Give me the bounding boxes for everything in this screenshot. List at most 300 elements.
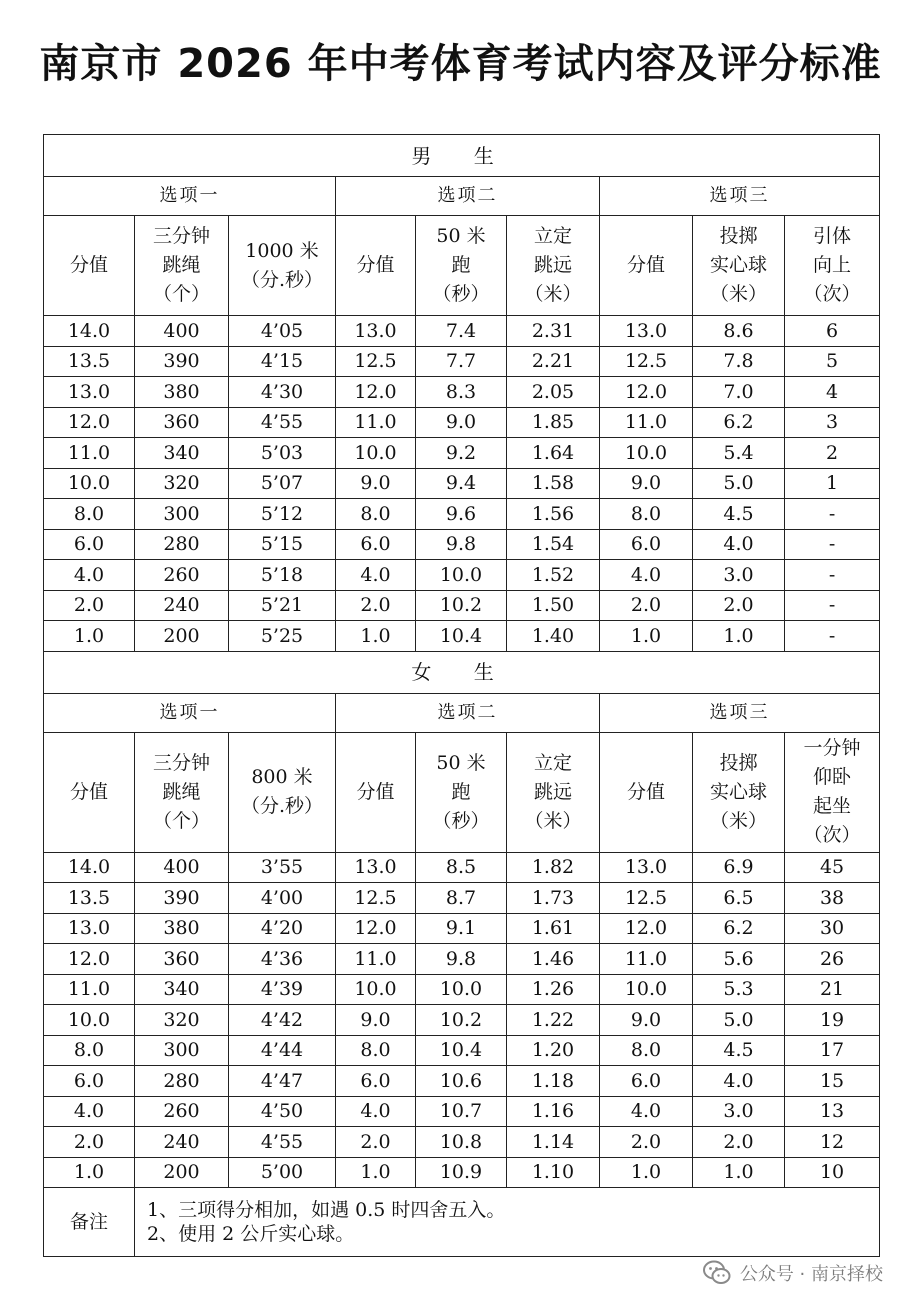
table-cell: 340 [135,974,229,1005]
table-row [44,346,880,377]
notes-content [135,1188,880,1257]
table-cell: 10.0 [416,974,507,1005]
table-row [44,1005,880,1036]
header-line: （分.秒） [240,795,324,817]
table-cell: 9.8 [416,529,507,560]
header-line: 立定 [533,225,572,247]
table-cell: 5’07 [229,468,336,499]
table-cell: 4.5 [693,1035,785,1066]
table-cell: 1.50 [507,590,600,621]
table-cell: 11.0 [336,407,416,438]
table-cell: 4’50 [229,1096,336,1127]
table-cell: 8.0 [336,1035,416,1066]
table-cell: 11.0 [336,944,416,975]
table-cell: 10.0 [416,560,507,591]
boys-header-cell [416,216,507,316]
boys-option-3: 选项三 [600,177,880,216]
table-cell: 12.0 [336,913,416,944]
boys-header-cell [336,216,416,316]
table-cell: 30 [785,913,880,944]
boys-section-title: 男 生 [44,135,880,177]
table-cell: 10.0 [600,974,693,1005]
header-line: 引体 [813,225,852,247]
header-line: 分值 [69,780,108,803]
table-cell: 8.7 [416,883,507,914]
table-cell: 13.5 [44,883,135,914]
table-cell: 9.6 [416,499,507,530]
table-cell: 8.0 [600,1035,693,1066]
table-cell: 10.0 [336,974,416,1005]
girls-section-title: 女 生 [44,651,880,693]
table-cell: 13.0 [44,913,135,944]
table-cell: 5.0 [693,468,785,499]
table-cell: 4’39 [229,974,336,1005]
header-line: 三分钟 [152,225,210,247]
table-cell: 26 [785,944,880,975]
score-table-body [44,135,880,1257]
table-cell: 4.0 [600,1096,693,1127]
table-cell: 10.0 [336,438,416,469]
table-cell: 340 [135,438,229,469]
girls-option-2: 选项二 [336,693,600,732]
table-cell: 3.0 [693,560,785,591]
table-cell: 5 [785,346,880,377]
table-cell: 400 [135,852,229,883]
header-line: 实心球 [709,780,767,803]
table-cell: 6 [785,316,880,347]
table-cell: 8.5 [416,852,507,883]
table-cell: 4.0 [336,1096,416,1127]
table-cell: 5’03 [229,438,336,469]
header-line: 分值 [356,254,395,276]
table-cell: 1.82 [507,852,600,883]
table-cell: 400 [135,316,229,347]
table-cell: 3.0 [693,1096,785,1127]
table-cell: - [785,560,880,591]
table-cell: 4’55 [229,1127,336,1158]
header-line: 跑 [451,780,471,803]
header-line: 800 米 [251,766,313,788]
table-cell: 1.46 [507,944,600,975]
boys-header-cell [507,216,600,316]
table-cell: 10.8 [416,1127,507,1158]
notes-row [44,1188,880,1257]
table-cell: 200 [135,621,229,652]
table-cell: 360 [135,944,229,975]
table-cell: 6.0 [336,1066,416,1097]
table-cell: 1.0 [600,1157,693,1188]
table-cell: 10.4 [416,621,507,652]
table-cell: 5.6 [693,944,785,975]
header-line: 三分钟 [152,751,210,774]
notes-label: 备注 [44,1188,135,1257]
page-title: 南京市 2026 年中考体育考试内容及评分标准 [39,41,882,87]
table-cell: 1.20 [507,1035,600,1066]
table-cell: 3 [785,407,880,438]
table-cell: 10 [785,1157,880,1188]
table-cell: - [785,590,880,621]
table-cell: 5.4 [693,438,785,469]
table-row [44,377,880,408]
girls-header-row [44,732,880,852]
table-cell: 1.64 [507,438,600,469]
table-row [44,499,880,530]
table-cell: 320 [135,468,229,499]
girls-section-row [44,651,880,693]
table-cell: 1.61 [507,913,600,944]
table-cell: 1.18 [507,1066,600,1097]
table-cell: 10.4 [416,1035,507,1066]
header-line: 分值 [626,254,665,276]
table-cell: 9.0 [416,407,507,438]
wechat-icon [702,1258,732,1288]
table-cell: 1.22 [507,1005,600,1036]
table-cell: 38 [785,883,880,914]
header-line: （分.秒） [240,268,324,291]
table-cell: 1.0 [336,621,416,652]
table-cell: 13.5 [44,346,135,377]
table-row [44,590,880,621]
boys-option-1: 选项一 [44,177,336,216]
boys-header-cell [785,216,880,316]
table-cell: 2 [785,438,880,469]
girls-header-cell [229,732,336,852]
table-cell: 5’18 [229,560,336,591]
table-cell: 2.0 [693,1127,785,1158]
girls-header-cell [336,732,416,852]
boys-section-row [44,135,880,177]
table-row [44,974,880,1005]
table-cell: 5’00 [229,1157,336,1188]
table-cell: 12 [785,1127,880,1158]
header-line: 一分钟 [803,737,861,759]
table-cell: 6.2 [693,407,785,438]
table-cell: 1.14 [507,1127,600,1158]
table-cell: 12.5 [600,883,693,914]
table-cell: 1.0 [44,621,135,652]
table-cell: 9.4 [416,468,507,499]
table-cell: 260 [135,560,229,591]
table-cell: 260 [135,1096,229,1127]
table-cell: 380 [135,913,229,944]
boys-options-row [44,177,880,216]
table-cell: 10.0 [44,468,135,499]
table-cell: 2.0 [600,1127,693,1158]
table-cell: 6.0 [336,529,416,560]
table-cell: 13.0 [600,316,693,347]
table-cell: 1.0 [336,1157,416,1188]
boys-header-cell [135,216,229,316]
table-cell: 9.8 [416,944,507,975]
table-cell: 8.3 [416,377,507,408]
table-cell: 320 [135,1005,229,1036]
girls-header-cell [785,732,880,852]
table-cell: 2.31 [507,316,600,347]
table-row [44,1066,880,1097]
table-cell: 8.0 [600,499,693,530]
watermark [702,1258,883,1288]
table-cell: 10.7 [416,1096,507,1127]
table-cell: 4’42 [229,1005,336,1036]
table-cell: 4 [785,377,880,408]
table-cell: 6.2 [693,913,785,944]
table-cell: 9.2 [416,438,507,469]
table-cell: 280 [135,529,229,560]
header-line: 50 米 [436,225,486,247]
table-cell: 19 [785,1005,880,1036]
header-line: 投掷 [719,751,758,774]
girls-header-cell [693,732,785,852]
header-line: 起坐 [813,795,852,817]
table-cell: 4’36 [229,944,336,975]
table-cell: 6.0 [44,1066,135,1097]
table-cell: 13.0 [336,316,416,347]
table-cell: 2.0 [693,590,785,621]
table-cell: 10.0 [600,438,693,469]
table-cell: 5’12 [229,499,336,530]
table-cell: 12.0 [44,944,135,975]
table-row [44,1127,880,1158]
table-cell: 6.9 [693,852,785,883]
girls-option-1: 选项一 [44,693,336,732]
table-cell: 2.0 [600,590,693,621]
table-cell: 7.0 [693,377,785,408]
header-line: （米） [709,283,767,305]
table-cell: 12.5 [336,346,416,377]
table-cell: 1.0 [44,1157,135,1188]
table-cell: 4’20 [229,913,336,944]
table-cell: 4.5 [693,499,785,530]
table-cell: 10.6 [416,1066,507,1097]
score-table [43,134,880,1257]
header-line: （个） [152,809,210,832]
header-line: 立定 [533,751,572,774]
table-cell: 1.58 [507,468,600,499]
boys-header-cell [229,216,336,316]
table-cell: 8.6 [693,316,785,347]
table-cell: 7.7 [416,346,507,377]
table-cell: 6.0 [44,529,135,560]
header-line: 分值 [69,254,108,276]
header-line: （个） [152,283,210,305]
table-cell: 10.9 [416,1157,507,1188]
header-line: 跳远 [533,254,572,276]
table-row [44,468,880,499]
header-line: （米） [709,809,767,832]
header-line: （米） [524,283,582,305]
header-line: 50 米 [436,751,486,774]
table-cell: 1 [785,468,880,499]
boys-header-row [44,216,880,316]
boys-header-cell [600,216,693,316]
table-cell: 14.0 [44,316,135,347]
table-cell: 12.0 [600,377,693,408]
header-line: 分值 [356,780,395,803]
table-cell: 240 [135,590,229,621]
girls-header-cell [507,732,600,852]
header-line: 仰卧 [813,766,852,788]
table-cell: 300 [135,1035,229,1066]
table-cell: 9.0 [600,468,693,499]
table-row [44,438,880,469]
table-cell: 9.0 [336,468,416,499]
watermark-text: 公众号 · 南京择校 [739,1264,883,1285]
table-cell: 21 [785,974,880,1005]
girls-header-cell [416,732,507,852]
header-line: （秒） [432,809,490,832]
header-line: 跳绳 [162,254,201,276]
table-cell: 4’05 [229,316,336,347]
table-cell: 11.0 [44,438,135,469]
table-cell: 9.1 [416,913,507,944]
table-row [44,560,880,591]
table-cell: 13.0 [600,852,693,883]
table-cell: 300 [135,499,229,530]
table-cell: 7.4 [416,316,507,347]
header-line: 1000 米 [245,239,319,262]
header-line: （次） [803,283,861,305]
table-cell: - [785,499,880,530]
table-row [44,852,880,883]
table-cell: 4’55 [229,407,336,438]
header-line: （米） [524,809,582,832]
table-cell: 1.0 [693,1157,785,1188]
table-cell: 3’55 [229,852,336,883]
table-cell: 8.0 [336,499,416,530]
table-row [44,944,880,975]
header-line: 跑 [451,254,471,276]
table-cell: 10.2 [416,1005,507,1036]
girls-options-row [44,693,880,732]
table-cell: 2.05 [507,377,600,408]
note-line: 1、三项得分相加，如遇 0.5 时四舍五入。 [147,1199,506,1221]
table-cell: 13.0 [44,377,135,408]
table-cell: 1.56 [507,499,600,530]
table-cell: 390 [135,346,229,377]
table-cell: 4.0 [693,529,785,560]
table-cell: 1.85 [507,407,600,438]
table-cell: 45 [785,852,880,883]
table-cell: 2.21 [507,346,600,377]
table-cell: 6.0 [600,529,693,560]
header-line: 跳绳 [162,780,201,803]
table-cell: 4.0 [44,1096,135,1127]
table-cell: 4.0 [44,560,135,591]
table-cell: 5’25 [229,621,336,652]
table-cell: 240 [135,1127,229,1158]
table-cell: 12.5 [336,883,416,914]
table-cell: 1.0 [693,621,785,652]
table-cell: 8.0 [44,499,135,530]
table-cell: 15 [785,1066,880,1097]
table-row [44,913,880,944]
header-line: （秒） [432,283,490,305]
table-cell: 14.0 [44,852,135,883]
header-line: 跳远 [533,780,572,803]
table-cell: 13 [785,1096,880,1127]
table-cell: 10.2 [416,590,507,621]
table-cell: - [785,621,880,652]
table-cell: 2.0 [44,1127,135,1158]
girls-option-3: 选项三 [600,693,880,732]
table-cell: 5.3 [693,974,785,1005]
table-cell: 4’30 [229,377,336,408]
table-cell: 4’00 [229,883,336,914]
table-cell: 360 [135,407,229,438]
table-cell: 10.0 [44,1005,135,1036]
table-cell: 2.0 [44,590,135,621]
table-cell: 1.54 [507,529,600,560]
table-row [44,1157,880,1188]
table-cell: 8.0 [44,1035,135,1066]
boys-header-cell [693,216,785,316]
header-line: 分值 [626,780,665,803]
table-cell: 11.0 [600,944,693,975]
table-cell: 2.0 [336,1127,416,1158]
table-row [44,1035,880,1066]
table-row [44,529,880,560]
table-row [44,316,880,347]
table-cell: 4.0 [336,560,416,591]
boys-header-cell [44,216,135,316]
note-line: 2、使用 2 公斤实心球。 [147,1223,355,1245]
table-cell: 11.0 [600,407,693,438]
table-cell: 17 [785,1035,880,1066]
girls-header-cell [135,732,229,852]
table-cell: 5’21 [229,590,336,621]
girls-header-cell [600,732,693,852]
table-cell: 200 [135,1157,229,1188]
table-cell: 12.0 [44,407,135,438]
table-cell: 9.0 [336,1005,416,1036]
header-line: 投掷 [719,225,758,247]
table-row [44,407,880,438]
table-row [44,621,880,652]
table-cell: 380 [135,377,229,408]
table-cell: 280 [135,1066,229,1097]
table-cell: 9.0 [600,1005,693,1036]
table-cell: 4’44 [229,1035,336,1066]
table-cell: 1.0 [600,621,693,652]
table-cell: 6.0 [600,1066,693,1097]
table-cell: 4.0 [600,560,693,591]
table-cell: 4’47 [229,1066,336,1097]
header-line: 实心球 [709,254,767,276]
table-cell: 4’15 [229,346,336,377]
table-cell: 7.8 [693,346,785,377]
header-line: （次） [803,824,861,846]
table-cell: 1.73 [507,883,600,914]
girls-header-cell [44,732,135,852]
header-line: 向上 [813,254,852,276]
table-row [44,883,880,914]
table-cell: 5.0 [693,1005,785,1036]
table-cell: 6.5 [693,883,785,914]
table-cell: 12.0 [600,913,693,944]
table-cell: 1.26 [507,974,600,1005]
boys-option-2: 选项二 [336,177,600,216]
table-cell: 1.40 [507,621,600,652]
table-cell: 11.0 [44,974,135,1005]
table-cell: 390 [135,883,229,914]
table-cell: 1.52 [507,560,600,591]
table-cell: 5’15 [229,529,336,560]
table-cell: 2.0 [336,590,416,621]
table-row [44,1096,880,1127]
table-cell: 12.5 [600,346,693,377]
table-cell: 13.0 [336,852,416,883]
table-cell: 1.16 [507,1096,600,1127]
